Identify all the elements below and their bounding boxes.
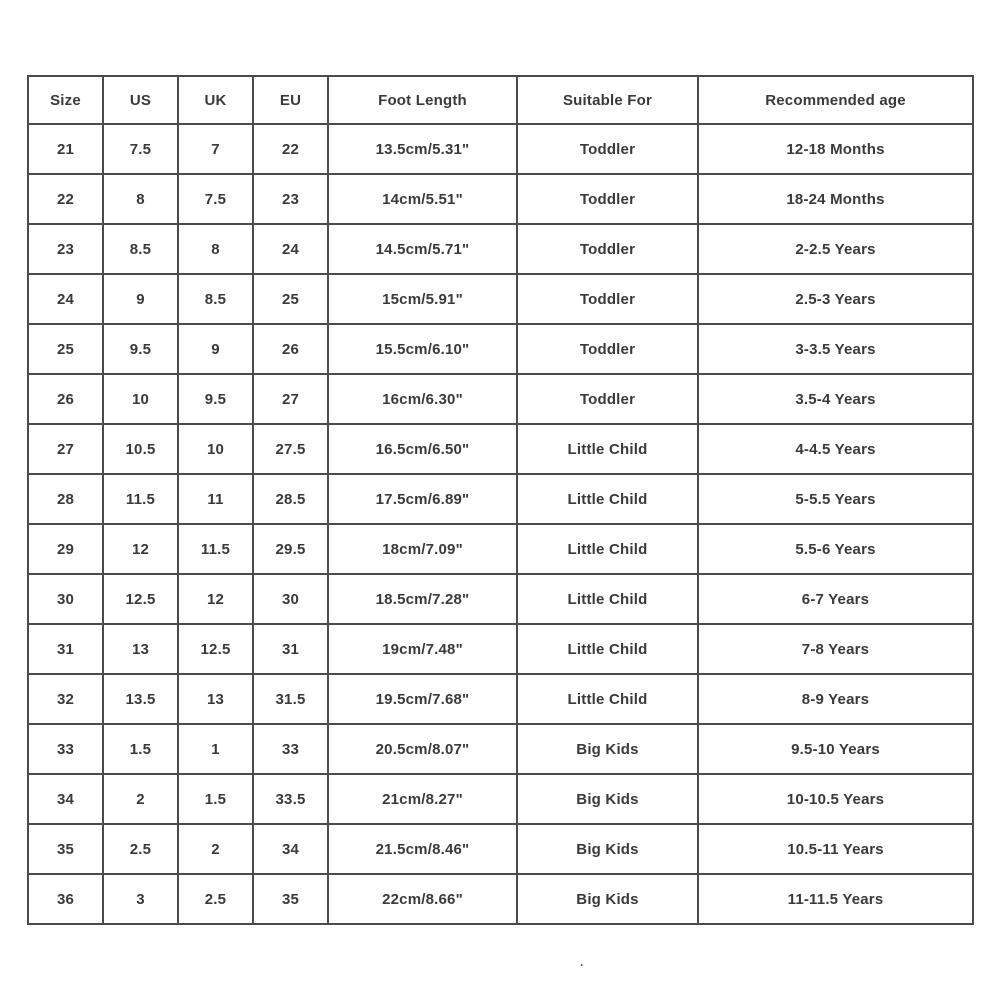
table-row: [28, 174, 973, 224]
table-cell-recommended-age: 10-10.5 Years: [698, 774, 973, 824]
table-cell-suitable-for: Toddler: [517, 274, 698, 324]
table-cell-uk: 2.5: [178, 874, 253, 924]
table-cell-eu: 31.5: [253, 674, 328, 724]
table-cell-recommended-age: 6-7 Years: [698, 574, 973, 624]
table-cell-recommended-age: 2-2.5 Years: [698, 224, 973, 274]
stray-dot-artifact: .: [580, 955, 584, 969]
table-cell-foot-length: 22cm/8.66": [328, 874, 517, 924]
table-cell-foot-length: 21.5cm/8.46": [328, 824, 517, 874]
table-cell-uk: 11.5: [178, 524, 253, 574]
table-cell-size: 32: [28, 674, 103, 724]
table-cell-uk: 8: [178, 224, 253, 274]
table-cell-foot-length: 16.5cm/6.50": [328, 424, 517, 474]
table-cell-size: 22: [28, 174, 103, 224]
table-cell-us: 9.5: [103, 324, 178, 374]
table-cell-eu: 27: [253, 374, 328, 424]
table-cell-uk: 9: [178, 324, 253, 374]
column-header-recommended-age: Recommended age: [698, 76, 973, 124]
table-cell-us: 13: [103, 624, 178, 674]
table-cell-recommended-age: 2.5-3 Years: [698, 274, 973, 324]
table-cell-eu: 35: [253, 874, 328, 924]
table-cell-eu: 27.5: [253, 424, 328, 474]
table-cell-uk: 12: [178, 574, 253, 624]
table-cell-foot-length: 14.5cm/5.71": [328, 224, 517, 274]
table-cell-us: 13.5: [103, 674, 178, 724]
table-cell-eu: 28.5: [253, 474, 328, 524]
table-row: [28, 724, 973, 774]
table-cell-foot-length: 16cm/6.30": [328, 374, 517, 424]
table-cell-size: 34: [28, 774, 103, 824]
table-cell-suitable-for: Big Kids: [517, 874, 698, 924]
table-cell-suitable-for: Little Child: [517, 474, 698, 524]
table-cell-recommended-age: 3-3.5 Years: [698, 324, 973, 374]
table-cell-us: 3: [103, 874, 178, 924]
table-cell-uk: 7.5: [178, 174, 253, 224]
table-cell-suitable-for: Toddler: [517, 374, 698, 424]
table-cell-size: 27: [28, 424, 103, 474]
table-cell-size: 25: [28, 324, 103, 374]
table-cell-recommended-age: 8-9 Years: [698, 674, 973, 724]
table-cell-suitable-for: Toddler: [517, 124, 698, 174]
table-cell-uk: 7: [178, 124, 253, 174]
column-header-size: Size: [28, 76, 103, 124]
table-row: [28, 824, 973, 874]
column-header-us: US: [103, 76, 178, 124]
table-cell-foot-length: 18.5cm/7.28": [328, 574, 517, 624]
table-cell-size: 23: [28, 224, 103, 274]
table-cell-recommended-age: 5-5.5 Years: [698, 474, 973, 524]
table-cell-recommended-age: 3.5-4 Years: [698, 374, 973, 424]
table-cell-recommended-age: 12-18 Months: [698, 124, 973, 174]
table-row: [28, 674, 973, 724]
table-cell-size: 33: [28, 724, 103, 774]
table-cell-eu: 33.5: [253, 774, 328, 824]
table-cell-foot-length: 17.5cm/6.89": [328, 474, 517, 524]
table-cell-uk: 13: [178, 674, 253, 724]
table-cell-size: 30: [28, 574, 103, 624]
table-row: [28, 324, 973, 374]
table-cell-suitable-for: Little Child: [517, 624, 698, 674]
table-cell-size: 36: [28, 874, 103, 924]
table-cell-suitable-for: Little Child: [517, 574, 698, 624]
table-cell-uk: 2: [178, 824, 253, 874]
table-row: [28, 374, 973, 424]
table-cell-eu: 30: [253, 574, 328, 624]
table-row: [28, 474, 973, 524]
column-header-eu: EU: [253, 76, 328, 124]
table-cell-us: 10.5: [103, 424, 178, 474]
table-row: [28, 224, 973, 274]
column-header-foot-length: Foot Length: [328, 76, 517, 124]
table-row: [28, 524, 973, 574]
table-cell-suitable-for: Little Child: [517, 524, 698, 574]
table-cell-suitable-for: Big Kids: [517, 774, 698, 824]
column-header-suitable-for: Suitable For: [517, 76, 698, 124]
table-cell-us: 8.5: [103, 224, 178, 274]
table-cell-size: 29: [28, 524, 103, 574]
table-cell-size: 28: [28, 474, 103, 524]
table-cell-eu: 23: [253, 174, 328, 224]
table-cell-recommended-age: 9.5-10 Years: [698, 724, 973, 774]
table-cell-foot-length: 20.5cm/8.07": [328, 724, 517, 774]
table-cell-eu: 31: [253, 624, 328, 674]
table-cell-foot-length: 14cm/5.51": [328, 174, 517, 224]
table-cell-uk: 10: [178, 424, 253, 474]
table-cell-size: 35: [28, 824, 103, 874]
table-cell-suitable-for: Little Child: [517, 674, 698, 724]
table-cell-us: 11.5: [103, 474, 178, 524]
table-cell-recommended-age: 7-8 Years: [698, 624, 973, 674]
table-row: [28, 574, 973, 624]
table-cell-size: 31: [28, 624, 103, 674]
table-cell-suitable-for: Toddler: [517, 324, 698, 374]
table-cell-suitable-for: Toddler: [517, 224, 698, 274]
table-cell-us: 9: [103, 274, 178, 324]
table-body: [28, 124, 973, 924]
table-cell-us: 1.5: [103, 724, 178, 774]
column-header-uk: UK: [178, 76, 253, 124]
table-cell-eu: 33: [253, 724, 328, 774]
table-row: [28, 424, 973, 474]
table-cell-uk: 9.5: [178, 374, 253, 424]
table-cell-eu: 25: [253, 274, 328, 324]
table-cell-recommended-age: 18-24 Months: [698, 174, 973, 224]
table-cell-eu: 24: [253, 224, 328, 274]
table-cell-uk: 1.5: [178, 774, 253, 824]
table-cell-foot-length: 19.5cm/7.68": [328, 674, 517, 724]
table-cell-uk: 8.5: [178, 274, 253, 324]
table-row: [28, 274, 973, 324]
table-cell-eu: 29.5: [253, 524, 328, 574]
table-cell-foot-length: 19cm/7.48": [328, 624, 517, 674]
table-cell-us: 2: [103, 774, 178, 824]
table-cell-us: 2.5: [103, 824, 178, 874]
table-cell-foot-length: 18cm/7.09": [328, 524, 517, 574]
table-cell-recommended-age: 4-4.5 Years: [698, 424, 973, 474]
table-cell-recommended-age: 10.5-11 Years: [698, 824, 973, 874]
table-cell-foot-length: 15cm/5.91": [328, 274, 517, 324]
table-cell-suitable-for: Toddler: [517, 174, 698, 224]
table-cell-eu: 22: [253, 124, 328, 174]
table-cell-foot-length: 21cm/8.27": [328, 774, 517, 824]
table-row: [28, 774, 973, 824]
table-cell-recommended-age: 5.5-6 Years: [698, 524, 973, 574]
table-cell-suitable-for: Little Child: [517, 424, 698, 474]
table-row: [28, 624, 973, 674]
table-cell-us: 12: [103, 524, 178, 574]
table-cell-eu: 34: [253, 824, 328, 874]
header-row: [28, 76, 973, 124]
table-cell-size: 26: [28, 374, 103, 424]
table-cell-uk: 11: [178, 474, 253, 524]
table-cell-recommended-age: 11-11.5 Years: [698, 874, 973, 924]
table-cell-suitable-for: Big Kids: [517, 824, 698, 874]
table-row: [28, 124, 973, 174]
size-chart-table: [27, 75, 974, 925]
table-cell-uk: 1: [178, 724, 253, 774]
table-cell-us: 10: [103, 374, 178, 424]
table-cell-foot-length: 13.5cm/5.31": [328, 124, 517, 174]
table-cell-foot-length: 15.5cm/6.10": [328, 324, 517, 374]
table-cell-size: 24: [28, 274, 103, 324]
table-cell-us: 8: [103, 174, 178, 224]
table-cell-suitable-for: Big Kids: [517, 724, 698, 774]
table-cell-eu: 26: [253, 324, 328, 374]
table-cell-us: 7.5: [103, 124, 178, 174]
table-cell-us: 12.5: [103, 574, 178, 624]
table-cell-size: 21: [28, 124, 103, 174]
table-cell-uk: 12.5: [178, 624, 253, 674]
table-row: [28, 874, 973, 924]
